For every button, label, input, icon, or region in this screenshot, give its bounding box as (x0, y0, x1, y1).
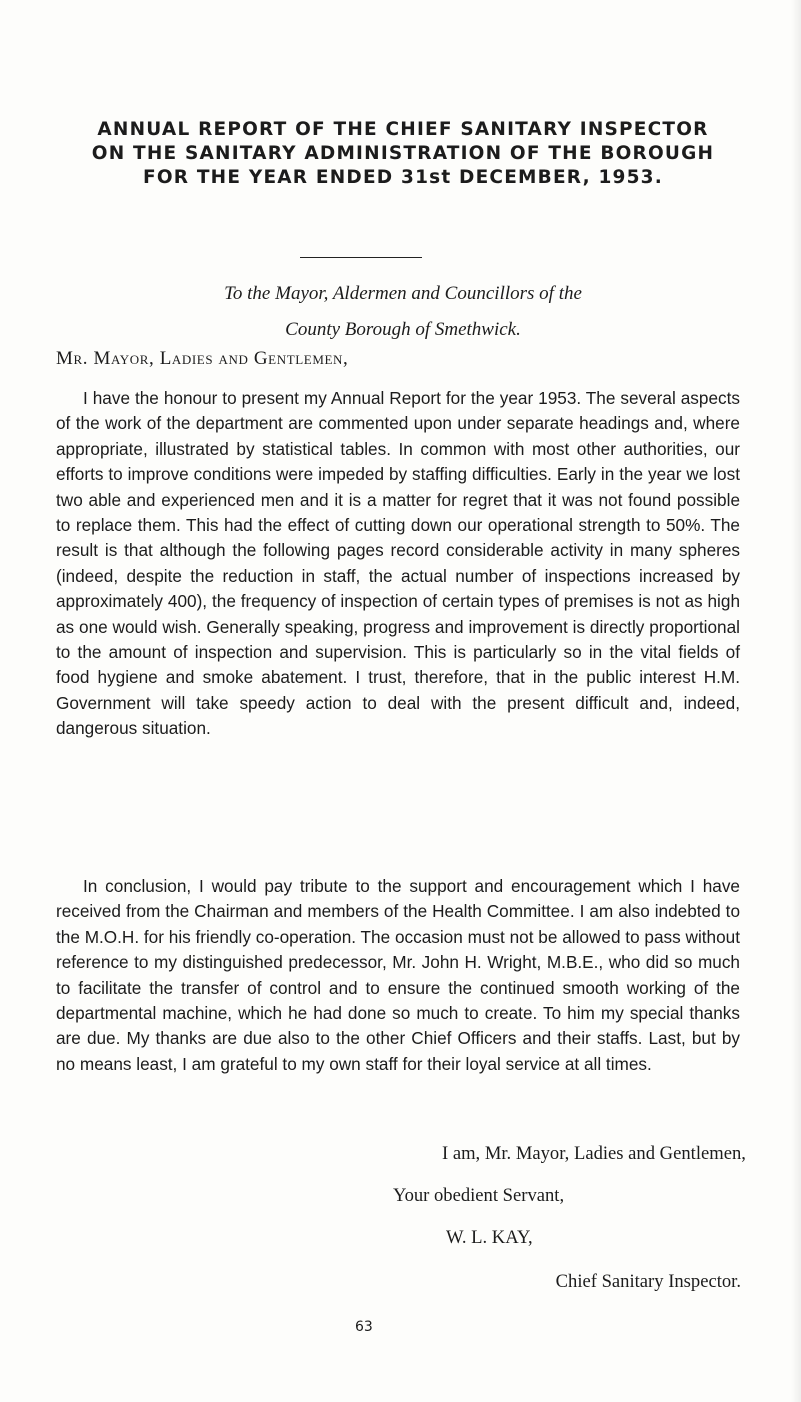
address-block (40, 276, 766, 348)
address-line-2: County Borough of Smethwick. (285, 319, 521, 340)
page-number: 63 (355, 1319, 373, 1335)
heading-line-3: FOR THE YEAR ENDED 31st DECEMBER, 1953. (143, 167, 663, 188)
body-paragraph-2: In conclusion, I would pay tribute to the support and encouragement which I have received from the Chairman and members of the Health Committee. I am also indebted to the M.O.H. for his friendly co-operation. The occasion must not be allowed to pass without reference to my distinguished predecessor, Mr. John H. Wright, M.B.E., who did so much to facilitate the transfer of control and to ensure the continued smooth working of the departmental machine, which he had done so much to create. To him my special thanks are due. My thanks are due also to the other Chief Officers and their staffs. Last, but by no means least, I am grateful to my own staff for their loyal service at all times. (56, 876, 740, 1074)
closing-servant-line: Your obedient Servant, (393, 1185, 565, 1206)
heading-line-2: ON THE SANITARY ADMINISTRATION OF THE BOROUGH (91, 143, 715, 164)
heading-line-1: ANNUAL REPORT OF THE CHIEF SANITARY INSPECTOR (97, 119, 709, 140)
signatory-name: W. L. KAY, (446, 1227, 533, 1248)
report-heading (40, 118, 766, 190)
salutation: Mr. Mayor, Ladies and Gentlemen, (56, 348, 349, 369)
page-edge-shadow (791, 0, 801, 1402)
closing-address-line: I am, Mr. Mayor, Ladies and Gentlemen, (442, 1143, 746, 1164)
heading-divider (300, 257, 422, 258)
address-line-1: To the Mayor, Aldermen and Councillors of the (224, 283, 582, 304)
signatory-title: Chief Sanitary Inspector. (555, 1271, 741, 1292)
body-paragraph-1: I have the honour to present my Annual Report for the year 1953. The several aspects of the work of the department are commented upon under separate headings and, where appropriate, illustrated by statistical tables. In common with most other authorities, our efforts to improve conditions were impeded by staffing difficulties. Early in the year we lost two able and experienced men and it is a matter for regret that it was not found possible to replace them. This had the effect of cutting down our operational strength to 50%. The result is that although the following pages record considerable activity in many spheres (indeed, despite the reduction in staff, the actual number of inspections increased by approximately 400), the frequency of inspection of certain types of premises is not as high as one would wish. Generally speaking, progress and improvement is directly proportional to the amount of inspection and supervision. This is particularly so in the vital fields of food hygiene and smoke abatement. I trust, therefore, that in the public interest H.M. Government will take speedy action to deal with the present difficult and, indeed, dangerous situation. (56, 388, 740, 739)
